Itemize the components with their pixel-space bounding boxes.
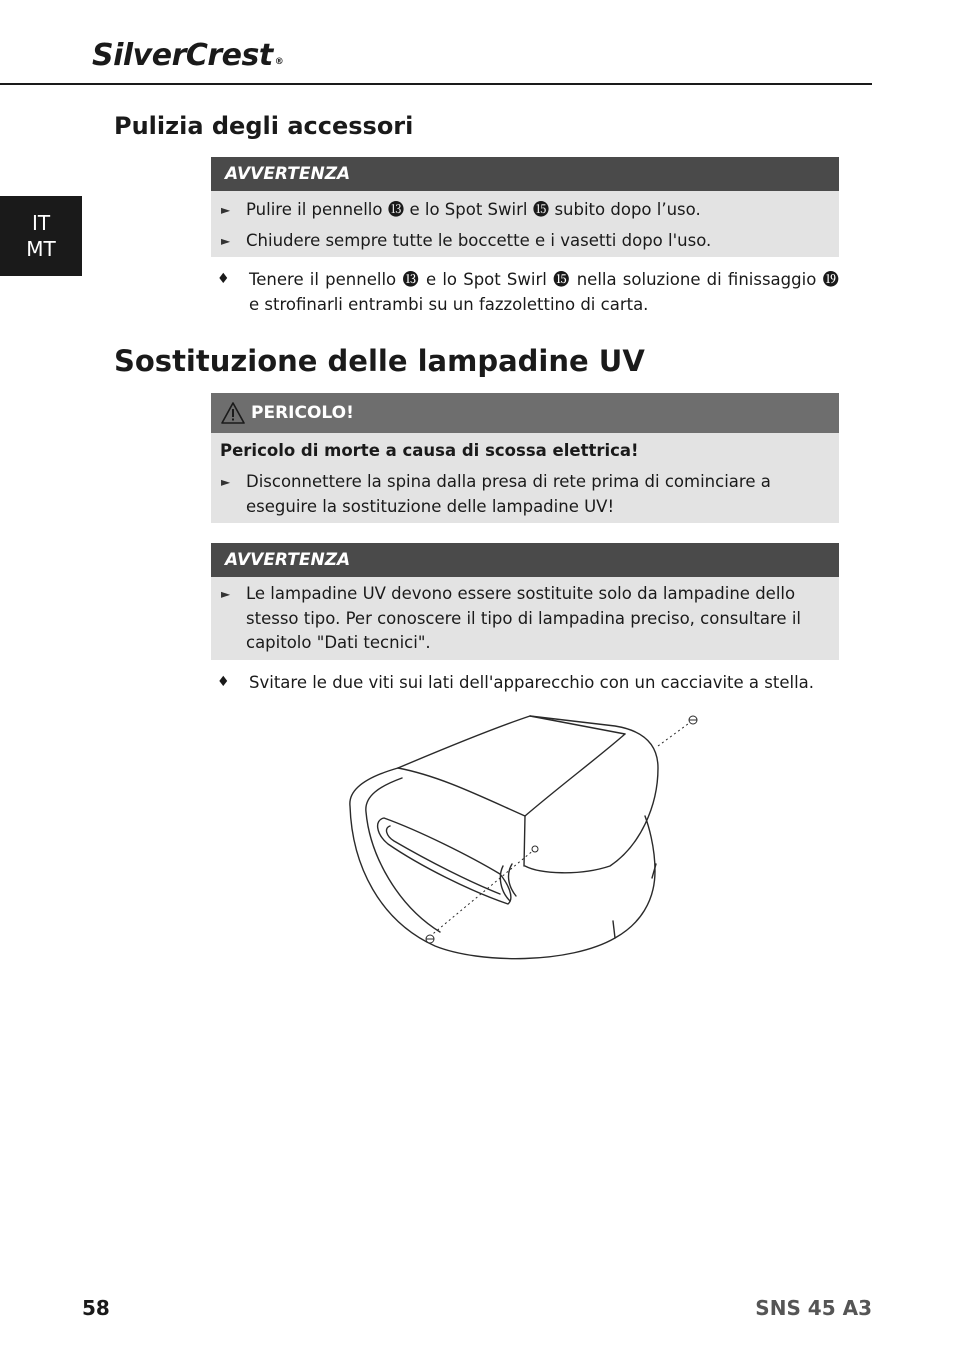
screw-hole-left xyxy=(532,846,538,852)
danger-box xyxy=(211,393,839,523)
danger-box-header xyxy=(211,393,839,433)
danger-label: PERICOLO! xyxy=(251,403,354,423)
warning-box-header: AVVERTENZA xyxy=(211,157,839,191)
warning-item: ► Le lampadine UV devono essere sostituite solo da lampadine dello stesso tipo. Per conoscere il tipo di lampadina preciso, consultare il capitolo "Dati tecnici". xyxy=(221,584,801,652)
warning-box-header: AVVERTENZA xyxy=(211,543,839,577)
brand-name: SilverCrest xyxy=(92,38,273,73)
warning-box-2 xyxy=(211,543,839,660)
registered-mark: ® xyxy=(274,57,284,67)
arrow-right-icon: ► xyxy=(221,587,231,601)
screw-guide-right xyxy=(658,721,692,746)
device-base xyxy=(350,768,655,959)
diamond-icon: ♦ xyxy=(217,271,230,287)
arrow-right-icon: ► xyxy=(221,475,231,489)
danger-item: ► Disconnettere la spina dalla presa di rete prima di cominciare a eseguire la sostituzione delle lampadine UV! xyxy=(221,472,771,516)
step-item-soak: ♦ Tenere il pennello ⓭ e lo Spot Swirl ⓯ nella soluzione di finissaggio ⓳ e strofinarli entrambi su un fazzolettino di carta. xyxy=(211,267,839,317)
step-item-unscrew: ♦ Svitare le due viti sui lati dell'apparecchio con un cacciavite a stella. xyxy=(211,670,839,695)
arrow-right-icon: ► xyxy=(221,233,231,248)
danger-subtitle: Pericolo di morte a causa di scossa elettrica! xyxy=(220,441,639,460)
language-tab xyxy=(0,196,82,276)
warning-item: ► Chiudere sempre tutte le boccette e i vasetti dopo l'uso. xyxy=(211,229,839,254)
brand-logo xyxy=(92,36,283,76)
section-title-accessori: Pulizia degli accessori xyxy=(114,112,414,140)
diamond-icon: ♦ xyxy=(217,674,230,690)
lang-mt: MT xyxy=(26,237,56,261)
warning-item: ► Pulire il pennello ⓭ e lo Spot Swirl ⓯ subito dopo l’uso. xyxy=(211,198,839,223)
model-number: SNS 45 A3 xyxy=(755,1296,872,1320)
device-illustration xyxy=(340,706,710,966)
arrow-right-icon: ► xyxy=(221,203,231,217)
header-rule xyxy=(0,83,872,85)
warning-triangle-icon xyxy=(221,402,245,424)
warning-box-1 xyxy=(211,157,839,257)
page-number: 58 xyxy=(82,1296,110,1320)
lang-it: IT xyxy=(31,211,51,235)
section-title-lampadine: Sostituzione delle lampadine UV xyxy=(114,344,645,378)
